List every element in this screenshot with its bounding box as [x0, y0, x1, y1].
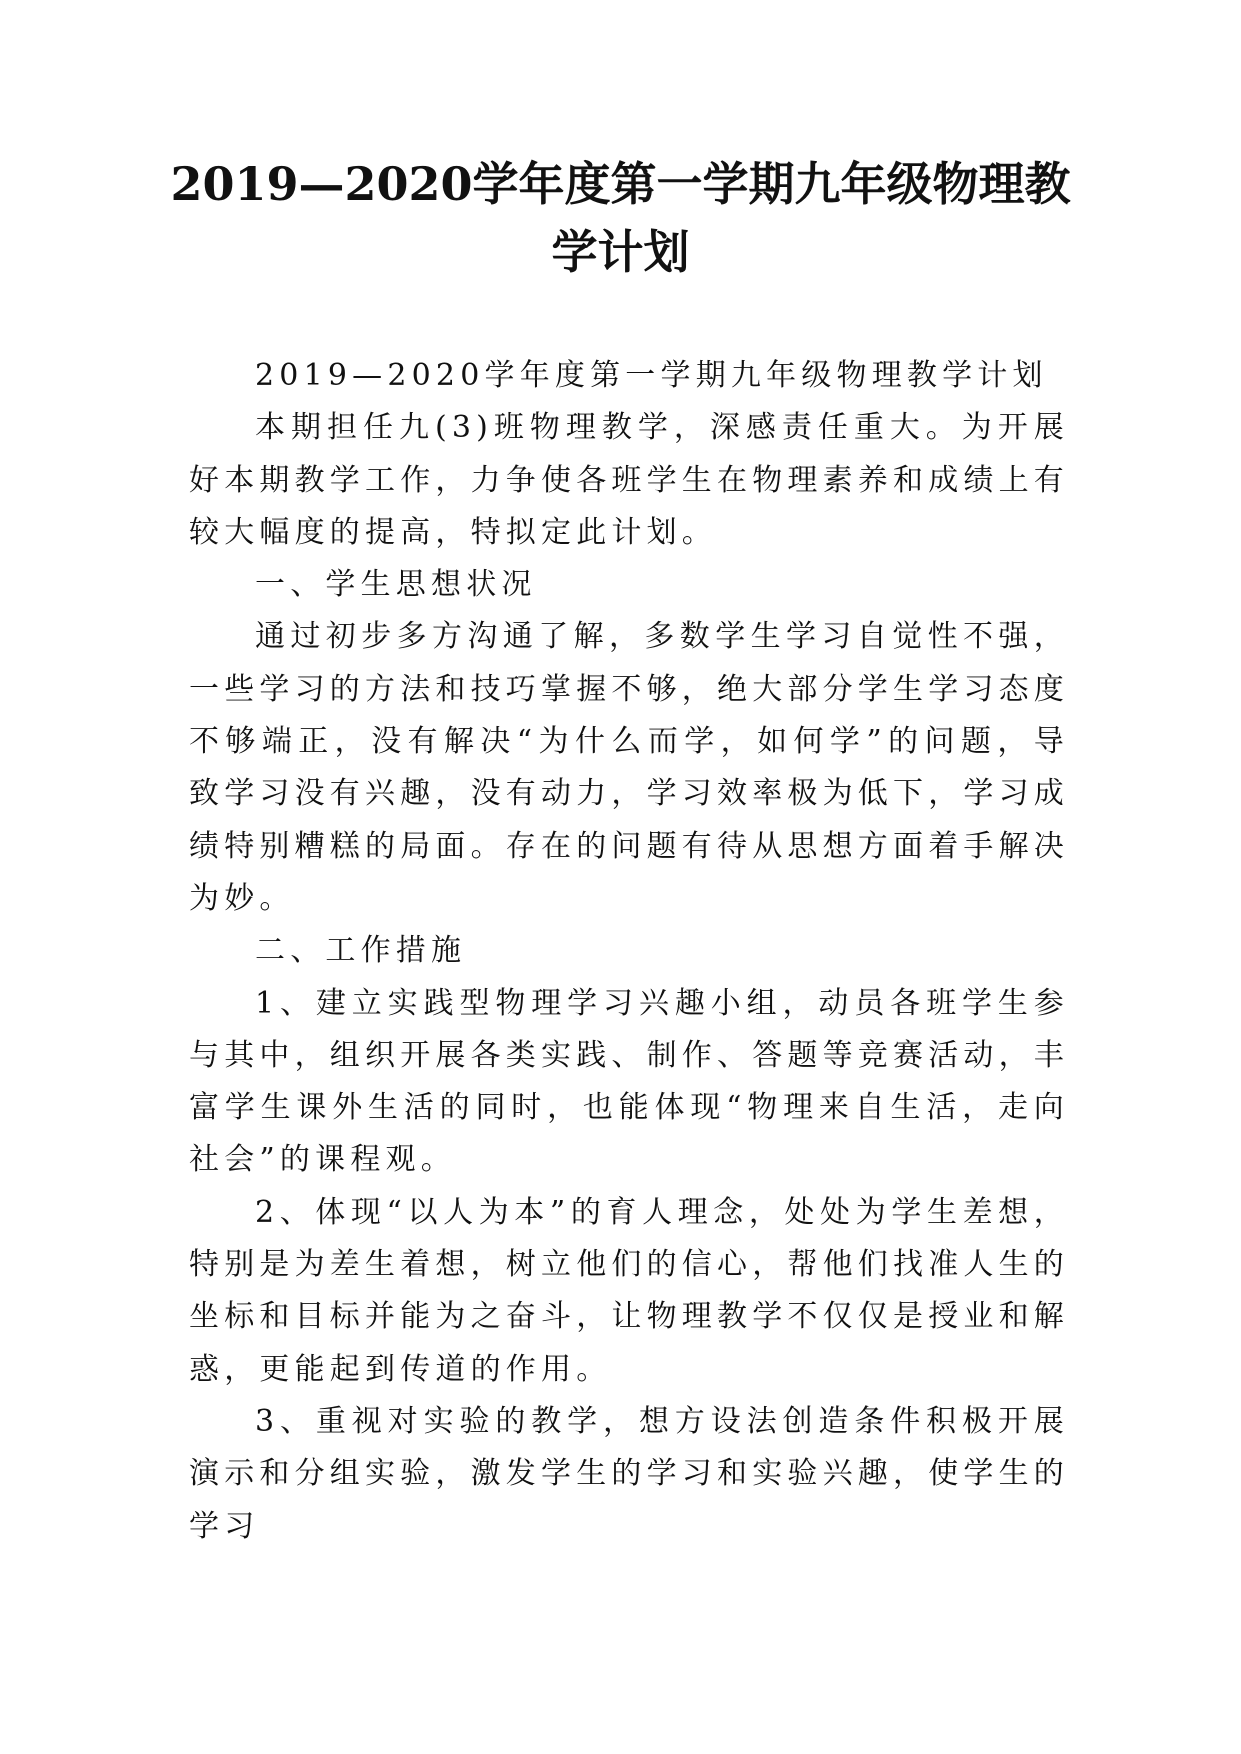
- document-title: [150, 150, 1091, 286]
- measure-1-paragraph: 1、建立实践型物理学习兴趣小组，动员各班学生参与其中，组织开展各类实践、制作、答题等竞赛活动，丰富学生课外生活的同时，也能体现“物理来自生活，走向社会”的课程观。: [189, 985, 1069, 1178]
- student-thoughts-paragraph: 通过初步多方沟通了解，多数学生学习自觉性不强，一些学习的方法和技巧掌握不够，绝大部分学生学习态度不够端正，没有解决“为什么而学，如何学”的问题，导致学习没有兴趣，没有动力，学习效率极为低下，学习成绩特别糟糕的局面。存在的问题有待从思想方面着手解决为妙。: [189, 619, 1069, 916]
- document-body: [189, 350, 1069, 1553]
- section-heading-work-measures: 二、工作措施: [255, 933, 467, 969]
- measure-2-paragraph: 2、体现“以人为本”的育人理念，处处为学生差想，特别是为差生着想，树立他们的信心，帮他们找准人生的坐标和目标并能为之奋斗，让物理教学不仅仅是授业和解惑，更能起到传道的作用。: [189, 1194, 1069, 1387]
- section-heading-student-thoughts: 一、学生思想状况: [255, 567, 537, 603]
- intro-paragraph: 本期担任九(3)班物理教学，深感责任重大。为开展好本期教学工作，力争使各班学生在物理素养和成绩上有较大幅度的提高，特拟定此计划。: [189, 410, 1069, 550]
- document-title-line-2: 学计划: [551, 225, 690, 279]
- measure-3-paragraph: 3、重视对实验的教学，想方设法创造条件积极开展演示和分组实验，激发学生的学习和实验兴趣，使学生的学习: [189, 1403, 1069, 1544]
- document-title-line-1: 2019—2020学年度第一学期九年级物理教: [170, 157, 1071, 211]
- body-subtitle-paragraph: 2019—2020学年度第一学期九年级物理教学计划: [255, 358, 1048, 393]
